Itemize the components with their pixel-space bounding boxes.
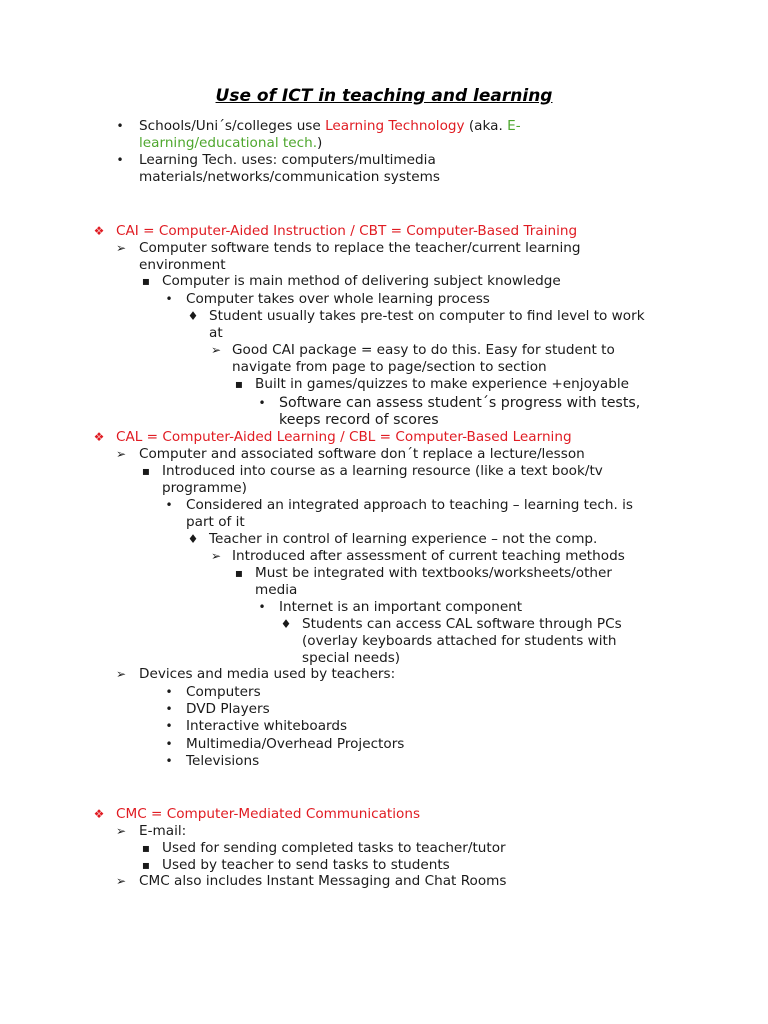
arrow-marker-icon: ➢ [115,241,127,255]
arrow-marker-icon: ➢ [115,447,127,461]
arrow-marker-icon: ➢ [115,667,127,681]
cal-line: Introduced after assessment of current teaching methods [232,548,625,564]
bullet-marker: • [165,498,173,512]
square-marker-icon: ▪ [141,841,151,855]
intro-close: ) [317,135,323,151]
arrow-marker-icon: ➢ [115,874,127,888]
arrow-marker-icon: ➢ [115,824,127,838]
diamond-marker-icon: ♦ [187,309,199,323]
bullet-marker: • [258,600,266,614]
bullet-marker: • [116,153,124,167]
square-marker-icon: ▪ [234,566,244,580]
square-marker-icon: ▪ [141,858,151,872]
bullet-marker: • [258,396,266,410]
bullet-marker: • [165,702,173,716]
cal-line: Considered an integrated approach to teaching – learning tech. is [186,497,633,513]
cai-line: Good CAI package = easy to do this. Easy for student to [232,342,615,358]
cal-line: media [255,582,298,598]
device-item: Computers [186,684,261,700]
device-item: Multimedia/Overhead Projectors [186,736,405,752]
cal-line: Students can access CAL software through PCs [302,616,622,632]
cal-line: special needs) [302,650,401,666]
cai-heading: CAI = Computer-Aided Instruction / CBT = Computer-Based Training [116,223,578,239]
cal-line: Must be integrated with textbooks/worksheets/other [255,565,612,581]
cai-line: Student usually takes pre-test on computer to find level to work [209,308,645,324]
square-marker-icon: ▪ [141,464,151,478]
diamond-marker-icon: ♦ [280,617,292,631]
diamond-marker-icon: ♦ [187,532,199,546]
intro-line-4: materials/networks/communication systems [139,169,440,185]
cai-line: environment [139,257,226,273]
cmc-line: E-mail: [139,823,187,839]
cmc-line: Used for sending completed tasks to teacher/tutor [162,840,506,856]
cai-line: Computer is main method of delivering subject knowledge [162,273,561,289]
cai-line: navigate from page to page/section to section [232,359,547,375]
cai-line: at [209,325,223,341]
arrow-marker-icon: ➢ [210,549,222,563]
arrow-marker-icon: ➢ [210,343,222,357]
section-marker-icon: ❖ [93,430,105,444]
cal-line: Devices and media used by teachers: [139,666,396,682]
cal-line: Introduced into course as a learning resource (like a text book/tv [162,463,603,479]
cal-line: Teacher in control of learning experience – not the comp. [209,531,598,547]
bullet-marker: • [165,737,173,751]
cai-line: Software can assess student´s progress with tests, [279,395,641,411]
bullet-marker: • [165,754,173,768]
square-marker-icon: ▪ [141,274,151,288]
page-title: Use of ICT in teaching and learning [215,86,553,106]
cai-line: Built in games/quizzes to make experience +enjoyable [255,376,630,392]
intro-text: Schools/Uni´s/colleges use [139,118,326,134]
section-marker-icon: ❖ [93,224,105,238]
educational-tech-term: learning/educational tech. [139,135,318,151]
cai-line: Computer takes over whole learning process [186,291,490,307]
bullet-marker: • [165,292,173,306]
device-item: Televisions [186,753,260,769]
intro-line-2 [139,135,322,152]
cmc-line: CMC also includes Instant Messaging and Chat Rooms [139,873,507,889]
e-learning-term: E- [507,118,521,134]
cal-line: Computer and associated software don´t replace a lecture/lesson [139,446,585,462]
intro-line-1 [139,118,521,135]
intro-aka: (aka. [464,118,508,134]
cal-line: programme) [162,480,247,496]
cmc-heading: CMC = Computer-Mediated Communications [116,806,421,822]
cal-line: part of it [186,514,245,530]
cai-line: Computer software tends to replace the teacher/current learning [139,240,581,256]
learning-technology-term: Learning Technology [325,118,465,134]
device-item: Interactive whiteboards [186,718,348,734]
cai-line: keeps record of scores [279,412,439,428]
device-item: DVD Players [186,701,270,717]
section-marker-icon: ❖ [93,807,105,821]
cmc-line: Used by teacher to send tasks to students [162,857,450,873]
bullet-marker: • [116,119,124,133]
intro-line-3: Learning Tech. uses: computers/multimedia [139,152,436,168]
bullet-marker: • [165,685,173,699]
cal-line: (overlay keyboards attached for students with [302,633,617,649]
cal-heading: CAL = Computer-Aided Learning / CBL = Computer-Based Learning [116,429,572,445]
bullet-marker: • [165,719,173,733]
cal-line: Internet is an important component [279,599,523,615]
square-marker-icon: ▪ [234,377,244,391]
